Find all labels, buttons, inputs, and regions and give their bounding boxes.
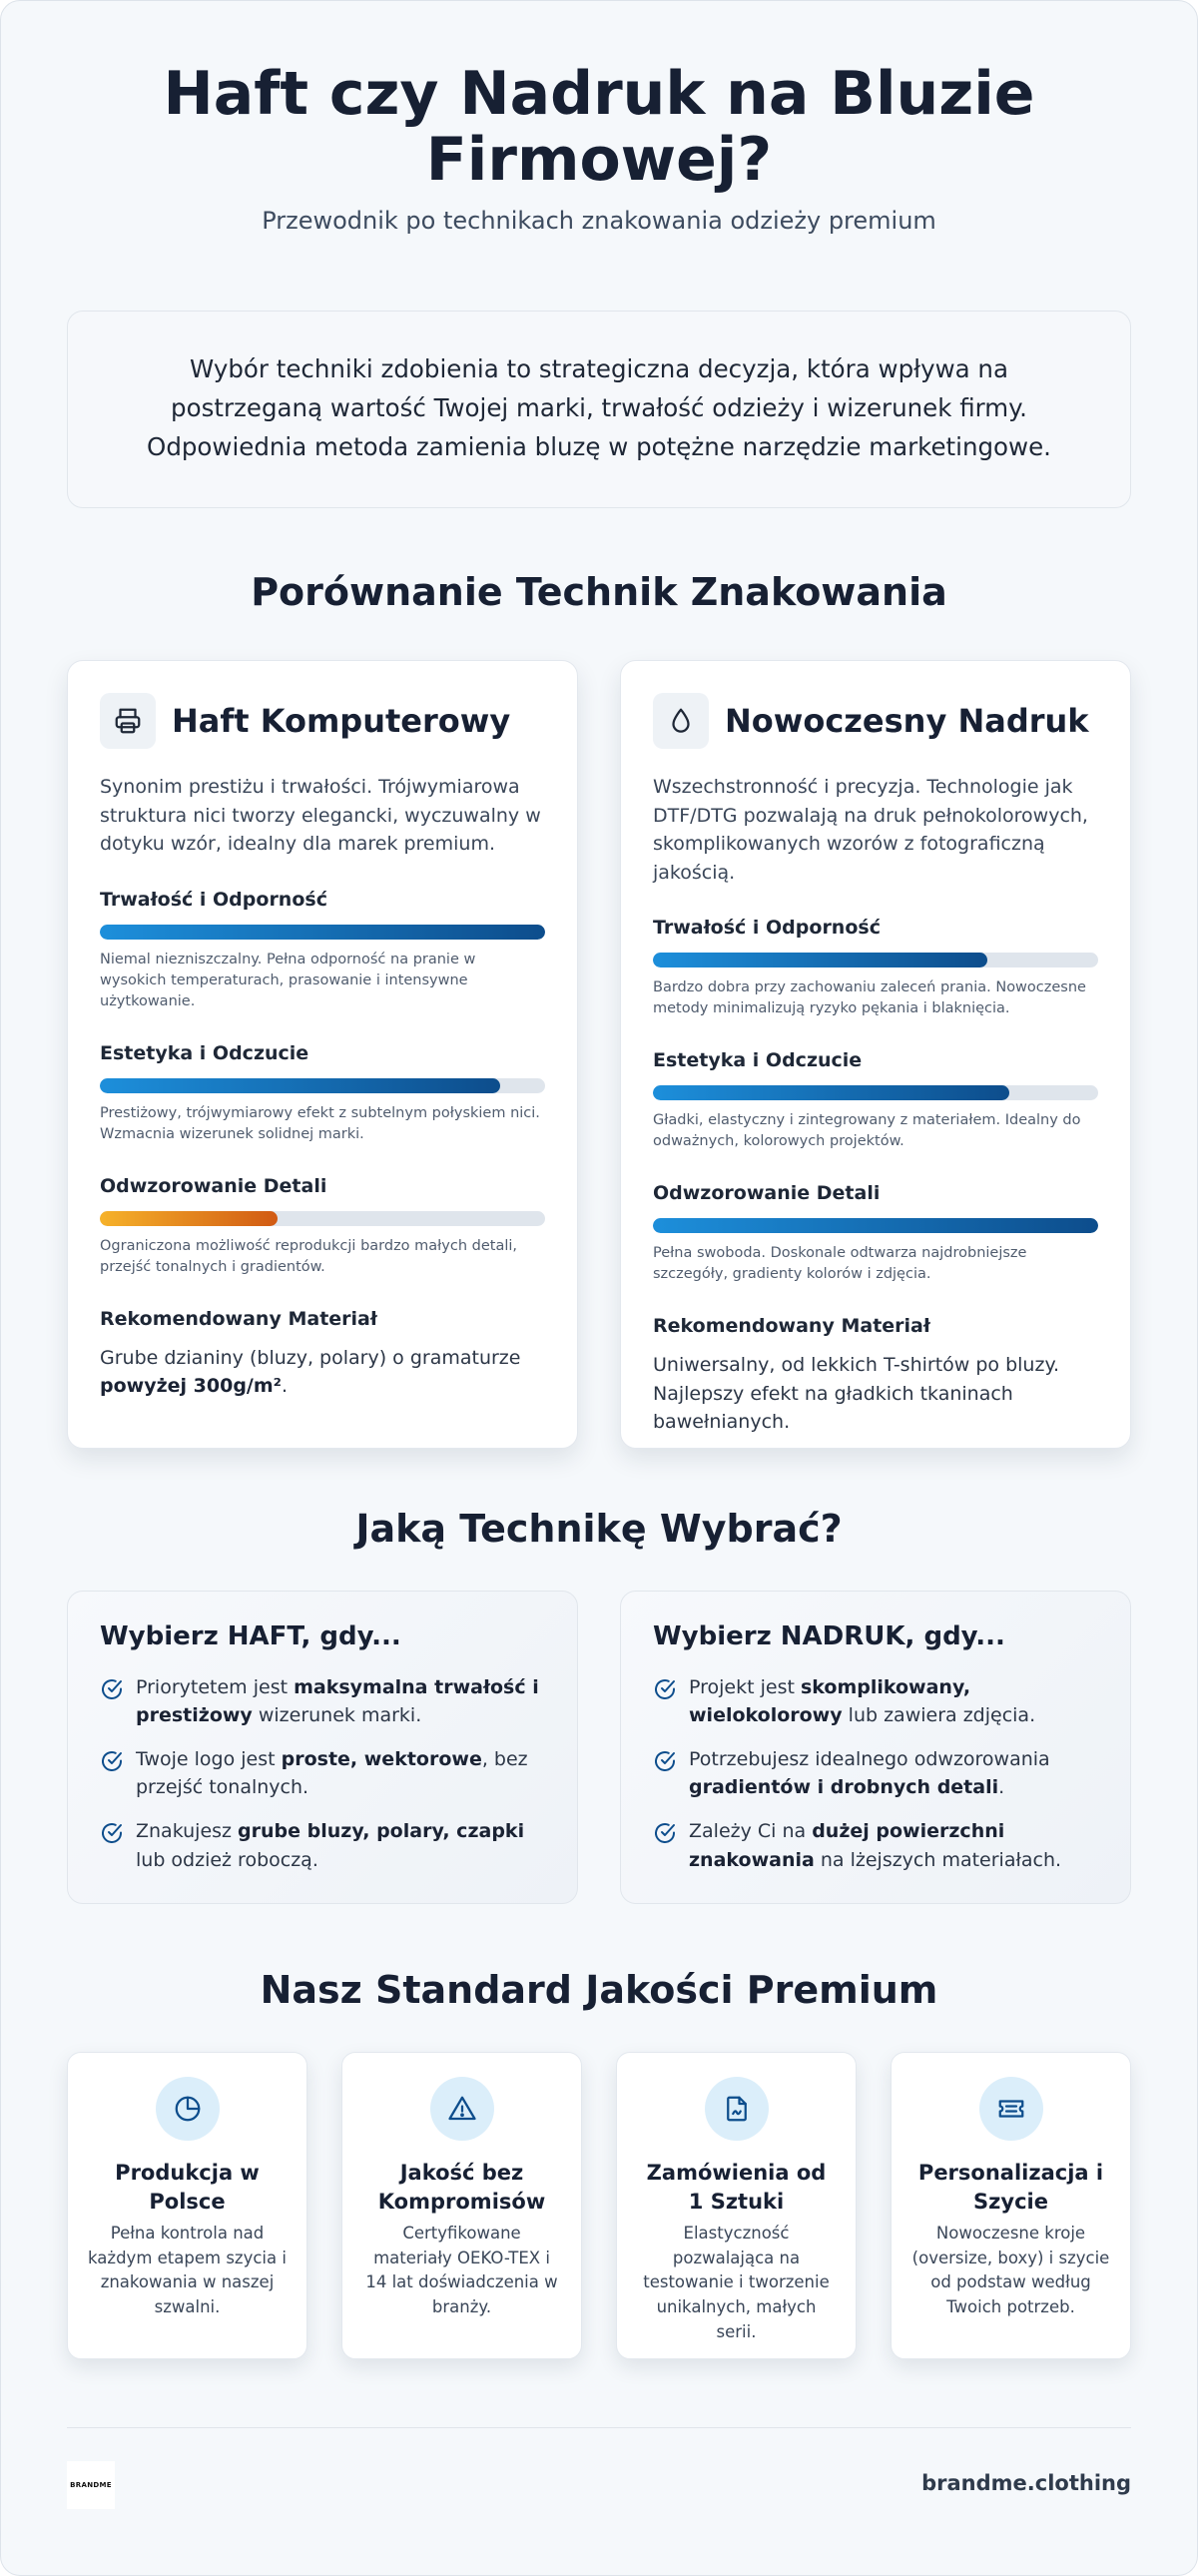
- checklist-item: [653, 1745, 1098, 1801]
- checklist-text: [136, 1745, 545, 1801]
- checklist-text-end: lub zawiera zdjęcia.: [842, 1704, 1036, 1727]
- checklist-item: [100, 1745, 545, 1801]
- checklist-text-start: Priorytetem jest: [136, 1676, 295, 1698]
- progress-bar: [100, 1078, 545, 1093]
- recommended-text-bold: powyżej 300g/m²: [100, 1375, 282, 1398]
- checklist-text-bold: maksymalna trwałość i prestiżowy: [136, 1676, 539, 1727]
- intro-text: Wybór techniki zdobienia to strategiczna decyzja, która wpływa na postrzeganą wartość Twojej marki, trwałość odzieży i wizerunek firmy. Odpowiednia metoda zamienia bluzę w potężne narzędzie marketingowe.: [147, 354, 1051, 462]
- choose-embroidery-card: [67, 1591, 578, 1904]
- feature-card: [616, 2052, 857, 2359]
- progress-bar: [653, 953, 1098, 967]
- footer-divider: [67, 2427, 1131, 2428]
- metric-label: Trwałość i Odporność: [100, 888, 327, 911]
- page-subtitle: Przewodnik po technikach znakowania odzieży premium: [262, 207, 936, 235]
- choose-print-title: Wybierz NADRUK, gdy...: [653, 1621, 1005, 1651]
- metric-note: Pełna swoboda. Doskonale odtwarza najdrobniejsze szczegóły, gradienty kolorów i zdjęcia.: [653, 1245, 1027, 1283]
- embroidery-name: Haft Komputerowy: [172, 702, 511, 740]
- embroidery-metric-aesthetics: [100, 1042, 545, 1145]
- progress-bar: [653, 1085, 1098, 1100]
- checklist-text-end: , bez przejść tonalnych.: [136, 1748, 528, 1799]
- page-title: Haft czy Nadruk na Bluzie Firmowej?: [163, 59, 1035, 195]
- print-header: [653, 693, 1098, 749]
- metric-note: Prestiżowy, trójwymiarowy efekt z subtelnym połyskiem nici. Wzmacnia wizerunek solidnej marki.: [100, 1104, 540, 1142]
- check-circle-icon: [100, 1821, 124, 1873]
- embroidery-metric-detail: [100, 1175, 545, 1278]
- embroidery-description: Synonim prestiżu i trwałości. Trójwymiarowa struktura nici tworzy elegancki, wyczuwalny w dotyku wzór, idealny dla marek premium.: [100, 776, 541, 855]
- checklist-text-bold: proste, wektorowe: [281, 1748, 482, 1771]
- checklist-text: [689, 1817, 1098, 1873]
- feature-description: Nowoczesne kroje (oversize, boxy) i szycie od podstaw według Twoich potrzeb.: [911, 2223, 1110, 2317]
- recommended-label: Rekomendowany Materiał: [653, 1315, 930, 1338]
- checklist-text-start: Potrzebujesz idealnego odwzorowania: [689, 1748, 1050, 1771]
- checklist-text-bold: dużej powierzchni znakowania: [689, 1820, 1005, 1871]
- embroidery-header: [100, 693, 545, 749]
- checklist-text-start: Projekt jest: [689, 1676, 801, 1698]
- metric-note: Ograniczona możliwość reprodukcji bardzo małych detali, przejść tonalnych i gradientów.: [100, 1237, 518, 1275]
- metric-label: Trwałość i Odporność: [653, 917, 881, 939]
- check-circle-icon: [100, 1749, 124, 1801]
- progress-fill: [653, 1085, 1009, 1100]
- progress-fill: [100, 1211, 278, 1226]
- checklist-text-start: Znakujesz: [136, 1820, 239, 1843]
- checklist-text-end: na lżejszych materiałach.: [814, 1848, 1062, 1871]
- feature-description: Elastyczność pozwalająca na testowanie i tworzenie unikalnych, małych serii.: [643, 2223, 830, 2341]
- print-metric-aesthetics: [653, 1049, 1098, 1152]
- print-name: Nowoczesny Nadruk: [725, 702, 1089, 740]
- recommended-text: Uniwersalny, od lekkich T-shirtów po bluzy. Najlepszy efekt na gładkich tkaninach bawełnianych.: [653, 1354, 1060, 1434]
- metric-label: Estetyka i Odczucie: [100, 1041, 309, 1064]
- checklist-item: [653, 1673, 1098, 1729]
- checklist-text-bold: gradientów i drobnych detali: [689, 1776, 999, 1799]
- choose-title: Jaką Technikę Wybrać?: [355, 1507, 843, 1551]
- print-card: [620, 660, 1131, 1449]
- progress-fill: [100, 1078, 500, 1093]
- droplet-icon: [653, 693, 709, 749]
- checklist-text: [689, 1745, 1098, 1801]
- metric-label: Odwzorowanie Detali: [100, 1174, 327, 1197]
- checklist-item: [100, 1817, 545, 1873]
- check-circle-icon: [653, 1821, 677, 1873]
- checklist-text-end: wizerunek marki.: [252, 1704, 422, 1727]
- checklist-text: [689, 1673, 1098, 1729]
- file-signature-icon: [705, 2077, 769, 2141]
- check-circle-icon: [653, 1749, 677, 1801]
- recommended-label: Rekomendowany Materiał: [100, 1307, 377, 1330]
- feature-title: Jakość bez Kompromisów: [377, 2161, 546, 2215]
- progress-fill: [100, 925, 545, 940]
- quality-title: Nasz Standard Jakości Premium: [260, 1968, 938, 2012]
- warning-triangle-icon: [430, 2077, 494, 2141]
- checklist-text: [136, 1817, 545, 1873]
- metric-label: Estetyka i Odczucie: [653, 1049, 863, 1072]
- choose-embroidery-title: Wybierz HAFT, gdy...: [100, 1621, 401, 1651]
- comparison-grid: [67, 660, 1131, 1449]
- print-metric-durability: [653, 917, 1098, 1019]
- checklist-item: [100, 1673, 545, 1729]
- feature-card: [67, 2052, 307, 2359]
- pie-chart-icon: [156, 2077, 220, 2141]
- print-description: Wszechstronność i precyzja. Technologie jak DTF/DTG pozwalają na druk pełnokolorowych, skomplikowanych wzorów z fotograficzną jakością.: [653, 776, 1088, 884]
- intro-box: [67, 311, 1131, 508]
- feature-title: Zamówienia od 1 Sztuki: [646, 2161, 827, 2215]
- recommended-text-end: .: [281, 1375, 289, 1398]
- recommended-text-start: Grube dzianiny (bluzy, polary) o gramaturze: [100, 1346, 521, 1369]
- metric-note: Gładki, elastyczny i zintegrowany z materiałem. Idealny do odważnych, kolorowych projektów.: [653, 1112, 1081, 1150]
- progress-fill: [653, 953, 987, 967]
- checklist-text: [136, 1673, 545, 1729]
- embroidery-card: [67, 660, 578, 1449]
- feature-description: Certyfikowane materiały OEKO-TEX i 14 lat doświadczenia w branży.: [365, 2223, 558, 2317]
- metric-note: Bardzo dobra przy zachowaniu zaleceń prania. Nowoczesne metody minimalizują ryzyko pękania i blaknięcia.: [653, 979, 1086, 1017]
- recommended-text: [100, 1344, 545, 1401]
- printer-icon: [100, 693, 156, 749]
- checklist-text-bold: grube bluzy, polary, czapki: [238, 1820, 525, 1843]
- brand-logo: BRANDME: [67, 2461, 115, 2509]
- checklist-item: [653, 1817, 1098, 1873]
- feature-title: Personalizacja i Szycie: [917, 2161, 1104, 2215]
- checklist-text-start: Twoje logo jest: [136, 1748, 282, 1771]
- choose-grid: [67, 1591, 1131, 1904]
- footer-website-link[interactable]: brandme.clothing: [921, 2471, 1131, 2495]
- embroidery-metric-durability: [100, 889, 545, 1012]
- feature-card: [891, 2052, 1131, 2359]
- progress-bar: [100, 1211, 545, 1226]
- metric-note: Niemal niezniszczalny. Pełna odporność na pranie w wysokich temperaturach, prasowanie i intensywne użytkowanie.: [100, 951, 476, 1009]
- choose-print-list: [653, 1673, 1098, 1874]
- feature-title: Produkcja w Polsce: [115, 2161, 260, 2215]
- checklist-text-end: .: [998, 1776, 1005, 1799]
- feature-card: [341, 2052, 582, 2359]
- choose-print-card: [620, 1591, 1131, 1904]
- checklist-text-start: Zależy Ci na: [689, 1820, 813, 1843]
- progress-bar: [100, 925, 545, 940]
- ticket-icon: [979, 2077, 1043, 2141]
- feature-description: Pełna kontrola nad każdym etapem szycia i znakowania w naszej szwalni.: [88, 2223, 287, 2317]
- check-circle-icon: [653, 1677, 677, 1729]
- comparison-title: Porównanie Technik Znakowania: [251, 570, 947, 614]
- features-grid: [67, 2052, 1131, 2359]
- print-metric-detail: [653, 1182, 1098, 1285]
- metric-label: Odwzorowanie Detali: [653, 1182, 881, 1205]
- checklist-text-end: lub odzież roboczą.: [136, 1848, 318, 1871]
- progress-fill: [653, 1218, 1098, 1233]
- progress-bar: [653, 1218, 1098, 1233]
- checklist-text-bold: skomplikowany, wielokolorowy: [689, 1676, 971, 1727]
- check-circle-icon: [100, 1677, 124, 1729]
- choose-embroidery-list: [100, 1673, 545, 1874]
